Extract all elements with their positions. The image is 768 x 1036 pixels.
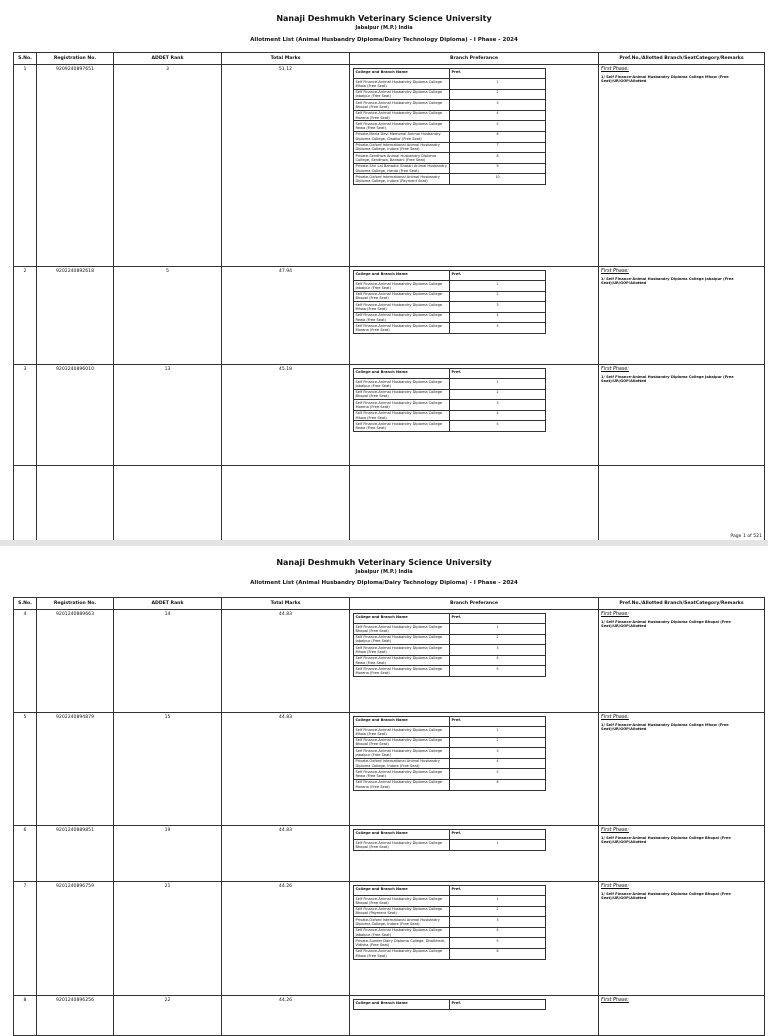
preference-header-name: College and Branch Name — [354, 830, 450, 840]
preference-row — [354, 896, 546, 907]
preference-college-name: Private-Oxford International Animal Husbandry Diploma College, Indore (Free Seat) — [354, 142, 450, 153]
preference-college-name: Self Finance-Animal Husbandry Diploma College Morena (Free Seat) — [354, 400, 450, 411]
preference-table — [353, 829, 546, 851]
row-total-marks: 45.18 — [222, 365, 350, 466]
row-total-marks: 44.26 — [222, 996, 350, 1036]
phase-label: First Phase: — [601, 612, 629, 617]
row-total-marks: 44.83 — [222, 713, 350, 826]
row-sno: 5 — [14, 713, 37, 826]
preference-header-pref: Pref. — [450, 369, 546, 379]
preference-header-row — [354, 830, 546, 840]
preference-college-name: Self Finance-Animal Husbandry Diploma College Morena (Free Seat) — [354, 323, 450, 334]
phase-label: First Phase: — [601, 998, 629, 1003]
preference-number: 7 — [450, 142, 546, 153]
preference-header-name: College and Branch Name — [354, 69, 450, 79]
preference-number: 1 — [450, 624, 546, 635]
preference-college-name: Self Finance-Animal Husbandry Diploma College Rewa (Free Seat) — [354, 655, 450, 666]
preference-college-name: Self Finance-Animal Husbandry Diploma College Bhopal (Free Seat) — [354, 389, 450, 400]
col-header-allotment: Pref.No./Allotted Branch/SeatCategory/Remarks — [599, 598, 765, 610]
preference-header-pref: Pref. — [450, 830, 546, 840]
preference-college-name: Self Finance-Animal Husbandry Diploma College Mhow (Free Seat) — [354, 645, 450, 656]
row-registration-no: 9202240892618 — [37, 267, 114, 365]
row-total-marks: 44.26 — [222, 882, 350, 996]
preference-college-name: Self Finance-Animal Husbandry Diploma College Mhow (Free Seat) — [354, 948, 450, 959]
preference-header-pref: Pref. — [450, 886, 546, 896]
table-row — [14, 826, 765, 882]
preference-college-name: Private-Oxford International Animal Husbandry Diploma College, Indore (Free Seat) — [354, 917, 450, 928]
table-row — [14, 65, 765, 267]
preference-row — [354, 379, 546, 390]
preference-college-name: Self Finance-Animal Husbandry Diploma College Jabalpur (Free Seat) — [354, 748, 450, 759]
phase-label: First Phase: — [601, 67, 629, 72]
preference-row — [354, 110, 546, 121]
table-row — [14, 713, 765, 826]
row-allotment — [599, 267, 765, 365]
preference-number: 8 — [450, 153, 546, 164]
preference-college-name: Private-Sunder Dairy Diploma College, Dholkhedi, Vidisha (Free Seat) — [354, 938, 450, 949]
preference-number: 4 — [450, 312, 546, 323]
allotment-table — [13, 597, 765, 1036]
preference-row — [354, 291, 546, 302]
preference-row — [354, 655, 546, 666]
preference-table — [353, 999, 546, 1010]
col-header-branch-preference: Branch Preferance — [350, 53, 599, 65]
preference-row — [354, 634, 546, 645]
row-sno: 8 — [14, 996, 37, 1036]
page-number: Page 1 of 521 — [730, 534, 762, 539]
preference-row — [354, 131, 546, 142]
preference-table — [353, 716, 546, 791]
preference-number: 5 — [450, 421, 546, 432]
preference-college-name: Self Finance-Animal Husbandry Diploma College Rewa (Free Seat) — [354, 421, 450, 432]
preference-header-row — [354, 886, 546, 896]
phase-label: First Phase: — [601, 828, 629, 833]
row-addet-rank: 14 — [114, 610, 222, 713]
row-sno: 1 — [14, 65, 37, 267]
col-header-allotment: Pref.No./Allotted Branch/SeatCategory/Remarks — [599, 53, 765, 65]
preference-row — [354, 100, 546, 111]
table-header-row — [14, 598, 765, 610]
preference-header-pref: Pref. — [450, 69, 546, 79]
preference-row — [354, 948, 546, 959]
preference-college-name: Private-Maria Devi Memorial Animal Husbandry Diploma College, Gwalior (Free Seat) — [354, 131, 450, 142]
preference-number: 4 — [450, 110, 546, 121]
preference-table — [353, 885, 546, 960]
preference-number: 3 — [450, 302, 546, 313]
preference-number: 3 — [450, 917, 546, 928]
row-total-marks: 47.94 — [222, 267, 350, 365]
preference-row — [354, 89, 546, 100]
row-branch-preference — [350, 65, 599, 267]
preference-college-name: Self Finance-Animal Husbandry Diploma College Mhow (Free Seat) — [354, 79, 450, 90]
preference-header-name: College and Branch Name — [354, 271, 450, 281]
empty-cell — [37, 466, 114, 541]
row-addet-rank: 3 — [114, 65, 222, 267]
table-row — [14, 267, 765, 365]
university-title: Nanaji Deshmukh Veterinary Science University — [276, 558, 492, 567]
row-branch-preference — [350, 882, 599, 996]
empty-cell — [222, 466, 350, 541]
preference-row — [354, 302, 546, 313]
table-row — [14, 996, 765, 1036]
preference-college-name: Self Finance-Animal Husbandry Diploma College Morena (Free Seat) — [354, 110, 450, 121]
preference-number: 4 — [450, 655, 546, 666]
preference-header-row — [354, 271, 546, 281]
preference-college-name: Private-Oxford International Animal Husbandry Diploma College, Indore (Free Seat) — [354, 758, 450, 769]
university-location: Jabalpur (M.P.) India — [355, 25, 413, 31]
preference-row — [354, 153, 546, 164]
preference-college-name: Self Finance-Animal Husbandry Diploma College Jabalpur (Free Seat) — [354, 281, 450, 292]
preference-college-name: Self Finance-Animal Husbandry Diploma College Jabalpur (Free Seat) — [354, 379, 450, 390]
preference-header-name: College and Branch Name — [354, 886, 450, 896]
table-row — [14, 610, 765, 713]
allotted-branch: 1/ Self Finance-Animal Husbandry Diploma College Bhopal (Free Seat)/UR/GOP/Allotted — [601, 620, 731, 629]
preference-number: 6 — [450, 948, 546, 959]
row-sno: 4 — [14, 610, 37, 713]
preference-row — [354, 645, 546, 656]
preference-college-name: Self Finance-Animal Husbandry Diploma College Rewa (Free Seat) — [354, 312, 450, 323]
row-registration-no: 9201240889663 — [37, 610, 114, 713]
allotted-branch: 1/ Self Finance-Animal Husbandry Diploma College Mhow (Free Seat)/UR/GOP/Allotted — [601, 75, 729, 84]
preference-row — [354, 281, 546, 292]
row-branch-preference — [350, 826, 599, 882]
row-addet-rank: 15 — [114, 713, 222, 826]
row-allotment — [599, 826, 765, 882]
preference-number: 5 — [450, 769, 546, 780]
table-header-row — [14, 53, 765, 65]
preference-header-name: College and Branch Name — [354, 1000, 450, 1010]
preference-number: 6 — [450, 131, 546, 142]
preference-number: 1 — [450, 727, 546, 738]
preference-header-row — [354, 614, 546, 624]
preference-table — [353, 270, 546, 334]
preference-row — [354, 769, 546, 780]
preference-college-name: Self Finance-Animal Husbandry Diploma College Morena (Free Seat) — [354, 779, 450, 790]
list-title: Allotment List (Animal Husbandry Diploma/Dairy Technology Diploma) - I Phase - 2024 — [250, 580, 518, 586]
phase-label: First Phase: — [601, 715, 629, 720]
row-branch-preference — [350, 267, 599, 365]
preference-number: 3 — [450, 400, 546, 411]
preference-row — [354, 174, 546, 185]
allotted-branch: 1/ Self Finance-Animal Husbandry Diploma College Bhopal (Free Seat)/UR/GOP/Allotted — [601, 836, 731, 845]
col-header-marks: Total Marks — [222, 53, 350, 65]
preference-college-name: Self Finance-Animal Husbandry Diploma College Rewa (Free Seat) — [354, 769, 450, 780]
preference-college-name: Self Finance-Animal Husbandry Diploma College Rewa (Free Seat) — [354, 121, 450, 132]
preference-number: 3 — [450, 645, 546, 656]
preference-header-pref: Pref. — [450, 717, 546, 727]
allotment-table — [13, 52, 765, 541]
allotted-branch: 1/ Self Finance-Animal Husbandry Diploma College Mhow (Free Seat)/UR/GOP/Allotted — [601, 723, 729, 732]
col-header-sno: S.No. — [14, 598, 37, 610]
row-total-marks: 51.12 — [222, 65, 350, 267]
preference-row — [354, 410, 546, 421]
col-header-marks: Total Marks — [222, 598, 350, 610]
empty-table-row — [14, 466, 765, 541]
preference-number: 5 — [450, 121, 546, 132]
preference-table — [353, 368, 546, 432]
preference-college-name: Self Finance-Animal Husbandry Diploma College Bhopal (Free Seat) — [354, 624, 450, 635]
row-sno: 7 — [14, 882, 37, 996]
allotted-branch: 1/ Self Finance-Animal Husbandry Diploma College Jabalpur (Free Seat)/UR/GOP/Allotted — [601, 375, 734, 384]
row-sno: 6 — [14, 826, 37, 882]
preference-number: 2 — [450, 89, 546, 100]
preference-row — [354, 163, 546, 174]
row-addet-rank: 13 — [114, 365, 222, 466]
preference-header-row — [354, 369, 546, 379]
preference-row — [354, 666, 546, 677]
preference-number: 2 — [450, 634, 546, 645]
preference-row — [354, 312, 546, 323]
preference-number: 1 — [450, 79, 546, 90]
preference-college-name: Self Finance-Animal Husbandry Diploma College Mhow (Free Seat) — [354, 302, 450, 313]
col-header-registration: Registration No. — [37, 53, 114, 65]
row-registration-no: 9209240897651 — [37, 65, 114, 267]
row-branch-preference — [350, 610, 599, 713]
preference-college-name: Self Finance-Animal Husbandry Diploma College Jabalpur (Free Seat) — [354, 927, 450, 938]
preference-row — [354, 927, 546, 938]
preference-college-name: Self Finance-Animal Husbandry Diploma College Bhopal (Payment Seat) — [354, 906, 450, 917]
preference-number: 3 — [450, 748, 546, 759]
preference-header-row — [354, 69, 546, 79]
preference-number: 4 — [450, 410, 546, 421]
row-total-marks: 44.83 — [222, 610, 350, 713]
row-allotment — [599, 882, 765, 996]
preference-number: 5 — [450, 938, 546, 949]
preference-row — [354, 748, 546, 759]
empty-cell — [14, 466, 37, 541]
preference-row — [354, 779, 546, 790]
preference-row — [354, 142, 546, 153]
preference-header-pref: Pref. — [450, 1000, 546, 1010]
row-allotment — [599, 610, 765, 713]
preference-number: 1 — [450, 840, 546, 851]
preference-row — [354, 917, 546, 928]
empty-cell — [114, 466, 222, 541]
phase-label: First Phase: — [601, 367, 629, 372]
allotted-branch: 1/ Self Finance-Animal Husbandry Diploma College Bhopal (Free Seat)/UR/GOP/Allotted — [601, 892, 731, 901]
row-registration-no: 9201240889851 — [37, 826, 114, 882]
preference-number: 4 — [450, 927, 546, 938]
preference-table — [353, 613, 546, 677]
preference-number: 6 — [450, 779, 546, 790]
preference-header-name: College and Branch Name — [354, 614, 450, 624]
col-header-registration: Registration No. — [37, 598, 114, 610]
row-allotment — [599, 996, 765, 1036]
preference-row — [354, 323, 546, 334]
empty-cell — [599, 466, 765, 541]
preference-number: 4 — [450, 758, 546, 769]
preference-number: 9 — [450, 163, 546, 174]
row-registration-no: 9201240896759 — [37, 882, 114, 996]
preference-college-name: Private-Oxford International Animal Husbandry Diploma College, Indore (Payment Seat) — [354, 174, 450, 185]
preference-row — [354, 624, 546, 635]
row-registration-no: 9202240894879 — [37, 713, 114, 826]
preference-college-name: Self Finance-Animal Husbandry Diploma College Bhopal (Free Seat) — [354, 737, 450, 748]
preference-row — [354, 938, 546, 949]
col-header-sno: S.No. — [14, 53, 37, 65]
preference-number: 1 — [450, 281, 546, 292]
preference-number: 3 — [450, 100, 546, 111]
university-title: Nanaji Deshmukh Veterinary Science University — [276, 14, 492, 23]
empty-cell — [350, 466, 599, 541]
col-header-rank: ADDET Rank — [114, 598, 222, 610]
preference-row — [354, 421, 546, 432]
preference-college-name: Self Finance-Animal Husbandry Diploma College Bhopal (Free Seat) — [354, 100, 450, 111]
list-title: Allotment List (Animal Husbandry Diploma/Dairy Technology Diploma) - I Phase - 2024 — [250, 37, 518, 43]
preference-college-name: Private-Shri Lal Bahadur Shastri Animal Husbandry Diploma College, Harda (Free Seat) — [354, 163, 450, 174]
phase-label: First Phase: — [601, 269, 629, 274]
preference-college-name: Self Finance-Animal Husbandry Diploma College Jabalpur (Free Seat) — [354, 89, 450, 100]
row-addet-rank: 19 — [114, 826, 222, 882]
row-registration-no: 9203240896010 — [37, 365, 114, 466]
row-allotment — [599, 65, 765, 267]
row-addet-rank: 5 — [114, 267, 222, 365]
preference-number: 2 — [450, 291, 546, 302]
preference-row — [354, 737, 546, 748]
preference-header-row — [354, 717, 546, 727]
preference-row — [354, 79, 546, 90]
preference-college-name: Self Finance-Animal Husbandry Diploma College Bhopal (Free Seat) — [354, 896, 450, 907]
row-addet-rank: 21 — [114, 882, 222, 996]
preference-number: 2 — [450, 389, 546, 400]
document-page-2 — [0, 545, 768, 1024]
row-registration-no: 9201240896256 — [37, 996, 114, 1036]
preference-header-name: College and Branch Name — [354, 369, 450, 379]
row-allotment — [599, 365, 765, 466]
preference-header-name: College and Branch Name — [354, 717, 450, 727]
phase-label: First Phase: — [601, 884, 629, 889]
preference-header-pref: Pref. — [450, 614, 546, 624]
preference-row — [354, 758, 546, 769]
row-branch-preference — [350, 996, 599, 1036]
preference-college-name: Self Finance-Animal Husbandry Diploma College Bhopal (Free Seat) — [354, 840, 450, 851]
preference-college-name: Self Finance-Animal Husbandry Diploma College Mhow (Free Seat) — [354, 410, 450, 421]
col-header-branch-preference: Branch Preferance — [350, 598, 599, 610]
preference-row — [354, 121, 546, 132]
allotted-branch: 1/ Self Finance-Animal Husbandry Diploma College Jabalpur (Free Seat)/UR/GOP/Allotted — [601, 277, 734, 286]
row-total-marks: 44.83 — [222, 826, 350, 882]
row-branch-preference — [350, 713, 599, 826]
preference-header-pref: Pref. — [450, 271, 546, 281]
preference-college-name: Private-Sendhwa Animal Husbandry Diploma College, Sendhwa, Barwani (Free Seat) — [354, 153, 450, 164]
row-branch-preference — [350, 365, 599, 466]
preference-number: 5 — [450, 666, 546, 677]
preference-number: 1 — [450, 896, 546, 907]
table-row — [14, 365, 765, 466]
preference-number: 1 — [450, 379, 546, 390]
preference-number: 5 — [450, 323, 546, 334]
preference-number: 2 — [450, 737, 546, 748]
row-sno: 2 — [14, 267, 37, 365]
table-row — [14, 882, 765, 996]
preference-college-name: Self Finance-Animal Husbandry Diploma College Morena (Free Seat) — [354, 666, 450, 677]
preference-number: 2 — [450, 906, 546, 917]
preference-college-name: Self Finance-Animal Husbandry Diploma College Jabalpur (Free Seat) — [354, 634, 450, 645]
preference-college-name: Self Finance-Animal Husbandry Diploma College Mhow (Free Seat) — [354, 727, 450, 738]
preference-header-row — [354, 1000, 546, 1010]
preference-number: 10 — [450, 174, 546, 185]
preference-row — [354, 727, 546, 738]
row-sno: 3 — [14, 365, 37, 466]
row-allotment — [599, 713, 765, 826]
preference-row — [354, 906, 546, 917]
preference-table — [353, 68, 546, 185]
preference-row — [354, 389, 546, 400]
preference-row — [354, 840, 546, 851]
university-location: Jabalpur (M.P.) India — [355, 569, 413, 575]
preference-row — [354, 400, 546, 411]
row-addet-rank: 22 — [114, 996, 222, 1036]
preference-college-name: Self Finance-Animal Husbandry Diploma College Bhopal (Free Seat) — [354, 291, 450, 302]
col-header-rank: ADDET Rank — [114, 53, 222, 65]
